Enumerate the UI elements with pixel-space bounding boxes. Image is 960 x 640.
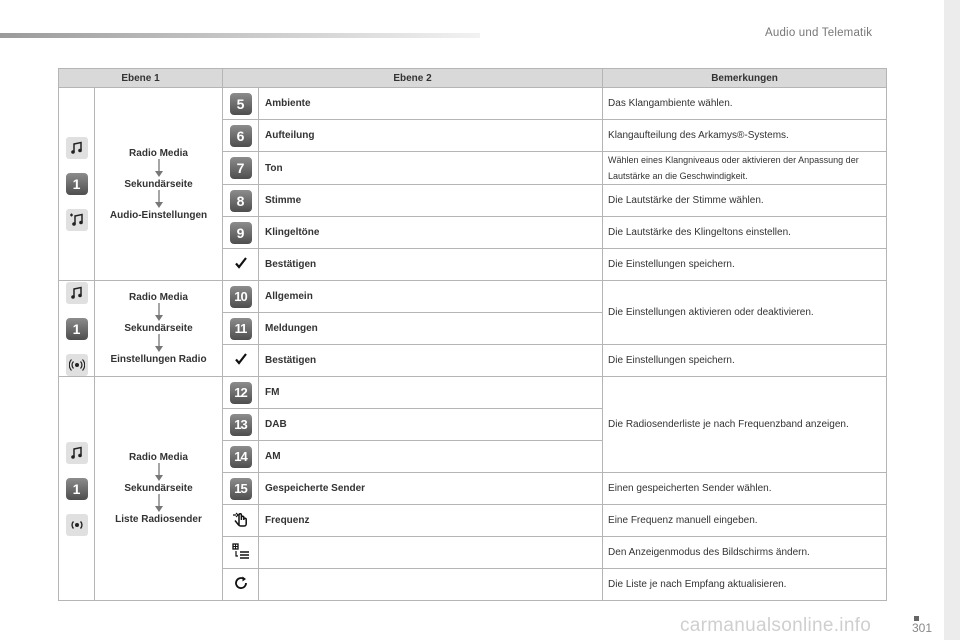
level1-icons (59, 281, 95, 377)
remark: Den Anzeigenmodus des Bildschirms ändern. (603, 537, 887, 569)
row-marker (223, 505, 259, 537)
remark: Die Lautstärke der Stimme wählen. (603, 185, 887, 217)
menu-label: Bestätigen (259, 249, 603, 281)
menu-label: Meldungen (259, 313, 603, 345)
remark: Die Einstellungen speichern. (603, 249, 887, 281)
arrow-down-icon (154, 303, 164, 323)
display-mode-icon (232, 543, 250, 559)
menu-label: Klingeltöne (259, 217, 603, 249)
path-step: Radio Media (129, 147, 188, 159)
arrow-down-icon (154, 190, 164, 210)
step-badge: 11 (230, 318, 252, 340)
hand-pointer-icon (232, 511, 250, 527)
row-marker (223, 537, 259, 569)
step-badge: 9 (230, 222, 252, 244)
step-badge: 1 (66, 173, 88, 195)
table-header-row (59, 69, 887, 88)
row-marker (223, 217, 259, 249)
row-marker (223, 120, 259, 152)
remark: Die Einstellungen aktivieren oder deaktivieren. (603, 281, 887, 345)
watermark: carmanualsonline.info (680, 615, 872, 636)
path-step: Radio Media (129, 292, 188, 303)
audio-settings-icon (66, 209, 88, 231)
row-marker (223, 88, 259, 120)
row-marker (223, 473, 259, 505)
level1-icons (59, 88, 95, 281)
menu-label (259, 537, 603, 569)
col-header-bemerkungen: Bemerkungen (603, 69, 887, 88)
arrow-down-icon (154, 463, 164, 483)
menu-label (259, 569, 603, 601)
row-marker (223, 441, 259, 473)
path-step: Sekundärseite (124, 178, 193, 190)
arrow-down-icon (154, 334, 164, 354)
remark: Das Klangambiente wählen. (603, 88, 887, 120)
menu-label: Ton (259, 152, 603, 185)
row-marker (223, 185, 259, 217)
step-badge: 1 (66, 318, 88, 340)
row-marker (223, 152, 259, 185)
path-step: Liste Radiosender (115, 514, 202, 525)
menu-label: Aufteilung (259, 120, 603, 152)
step-badge: 7 (230, 157, 252, 179)
path-step: Einstellungen Radio (110, 354, 207, 365)
remark: Einen gespeicherten Sender wählen. (603, 473, 887, 505)
menu-label: AM (259, 441, 603, 473)
music-note-icon (66, 282, 88, 304)
level1-path (95, 88, 223, 281)
music-note-icon (66, 442, 88, 464)
menu-label: Ambiente (259, 88, 603, 120)
row-marker (223, 313, 259, 345)
check-icon (235, 257, 247, 269)
menu-label: DAB (259, 409, 603, 441)
menu-label: Gespeicherte Sender (259, 473, 603, 505)
row-marker (223, 281, 259, 313)
row-marker (223, 409, 259, 441)
menu-label: Bestätigen (259, 345, 603, 377)
remark: Die Liste je nach Empfang aktualisieren. (603, 569, 887, 601)
step-badge: 5 (230, 93, 252, 115)
menu-label: Stimme (259, 185, 603, 217)
section-title: Audio und Telematik (765, 27, 873, 39)
radio-settings-icon (66, 354, 88, 376)
remark: Die Einstellungen speichern. (603, 345, 887, 377)
step-badge: 14 (230, 446, 252, 468)
radio-station-list-icon (66, 514, 88, 536)
path-step: Audio-Einstellungen (109, 209, 208, 221)
path-step: Radio Media (129, 452, 188, 463)
remark: Klangaufteilung des Arkamys®-Systems. (603, 120, 887, 152)
side-strip (944, 0, 960, 640)
level1-path (95, 377, 223, 601)
row-marker (223, 249, 259, 281)
step-badge: 1 (66, 478, 88, 500)
page-number: 301 (912, 621, 933, 635)
row-marker (223, 377, 259, 409)
step-badge: 10 (230, 286, 252, 308)
table-row (59, 88, 887, 120)
step-badge: 8 (230, 190, 252, 212)
remark: Eine Frequenz manuell eingeben. (603, 505, 887, 537)
settings-table (58, 68, 887, 601)
remark: Die Lautstärke des Klingeltons einstellen. (603, 217, 887, 249)
table-row (59, 281, 887, 313)
step-badge: 13 (230, 414, 252, 436)
col-header-ebene1: Ebene 1 (59, 69, 223, 88)
path-step: Sekundärseite (124, 483, 193, 494)
arrow-down-icon (154, 494, 164, 514)
menu-label: FM (259, 377, 603, 409)
arrow-down-icon (154, 159, 164, 179)
level1-path (95, 281, 223, 377)
check-icon (235, 353, 247, 365)
menu-label: Allgemein (259, 281, 603, 313)
step-badge: 6 (230, 125, 252, 147)
remark: Wählen eines Klangniveaus oder aktivieren der Anpassung der Lautstärke an die Geschwindigkeit. (603, 152, 887, 185)
table-row (59, 377, 887, 409)
music-note-icon (66, 137, 88, 159)
col-header-ebene2: Ebene 2 (223, 69, 603, 88)
refresh-icon (233, 575, 249, 591)
menu-label: Frequenz (259, 505, 603, 537)
remark: Die Radiosenderliste je nach Frequenzband anzeigen. (603, 377, 887, 473)
step-badge: 12 (230, 382, 252, 404)
path-step: Sekundärseite (124, 323, 193, 334)
level1-icons (59, 377, 95, 601)
header-decor-bar (0, 33, 480, 38)
row-marker (223, 345, 259, 377)
step-badge: 15 (230, 478, 252, 500)
row-marker (223, 569, 259, 601)
